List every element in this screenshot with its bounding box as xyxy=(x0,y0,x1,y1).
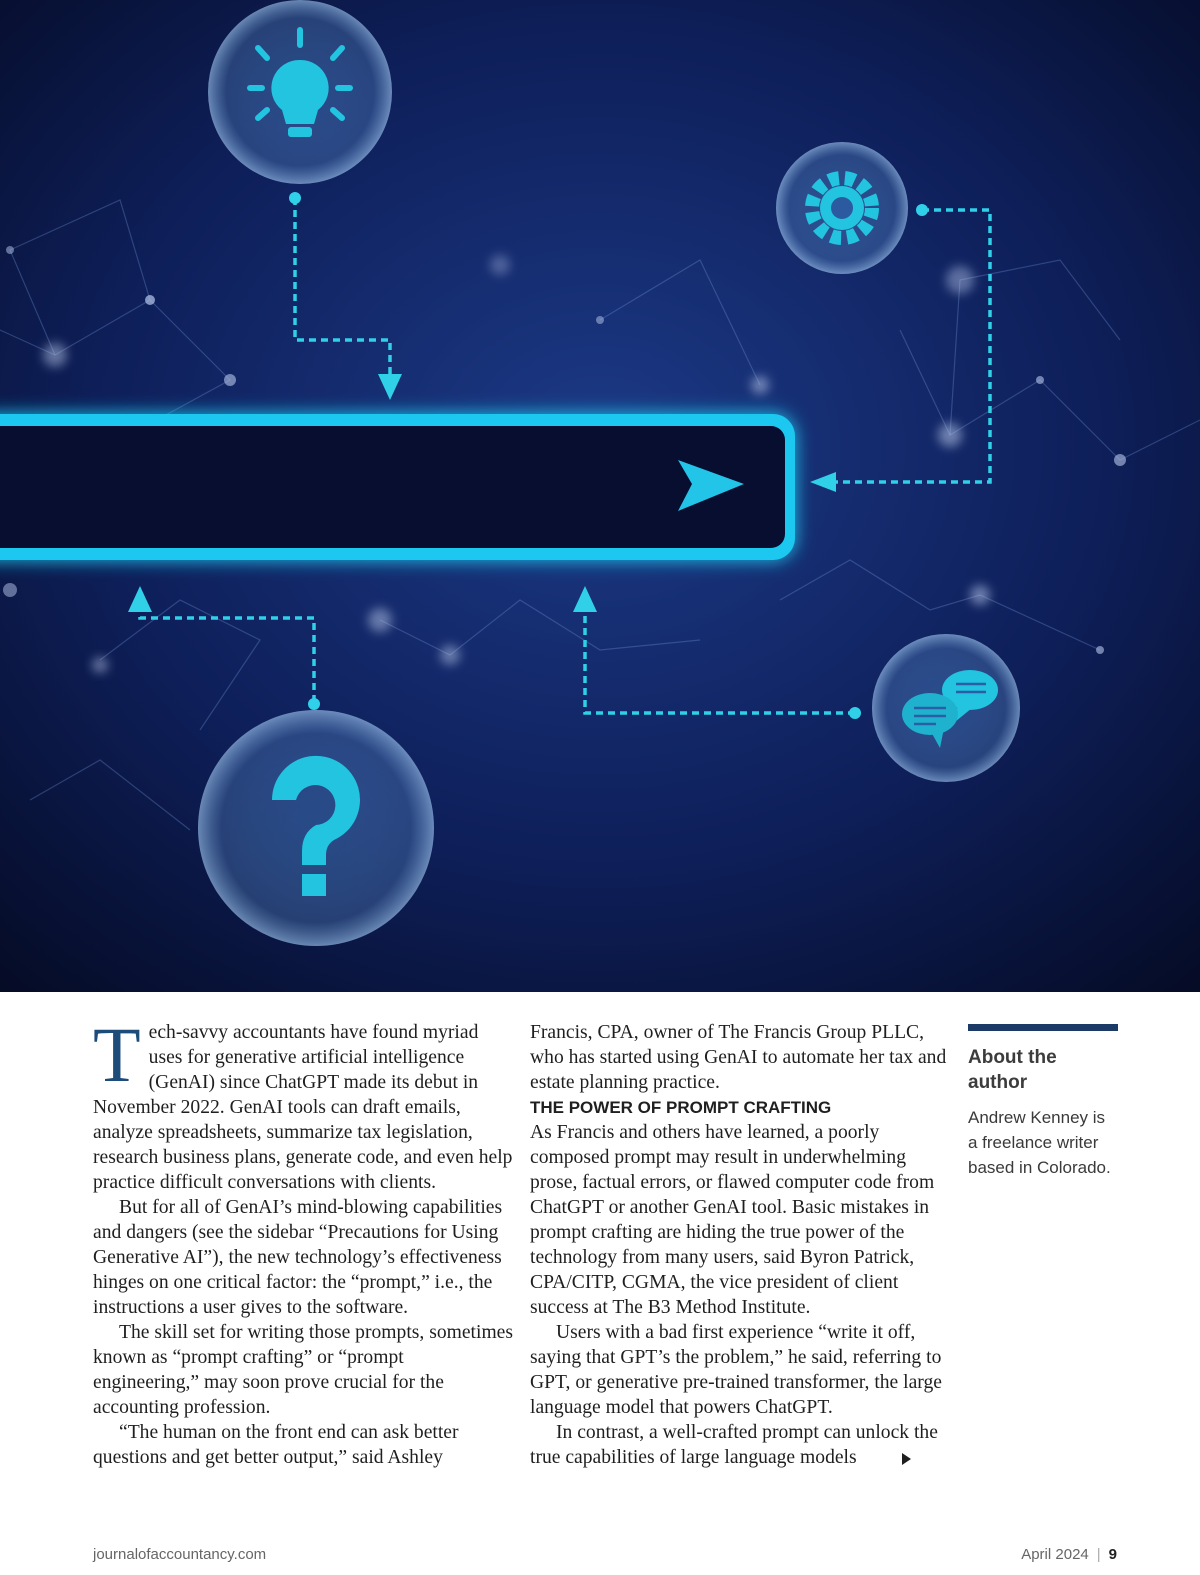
article-column-2 xyxy=(530,1020,950,1470)
section-heading: THE POWER OF PROMPT CRAFTING xyxy=(530,1098,832,1117)
article-column-1 xyxy=(93,1011,514,1470)
paragraph-4: “The human on the front end can ask better questions and get better output,” said Ashley xyxy=(93,1422,459,1468)
drop-cap: T xyxy=(93,1011,141,1098)
gear-orb xyxy=(776,142,908,274)
sidebar-rule xyxy=(968,1024,1118,1031)
paragraph-1: ech-savvy accountants have found myriad uses for generative artificial intelligence (GenAI) since ChatGPT made its debut in November 2022. GenAI tools can draft emails, analyze spreadsheets, summarize tax legislation, research business plans, generate code, and even help practice difficult conversations with clients. xyxy=(93,1022,513,1193)
paragraph-3: The skill set for writing those prompts, sometimes known as “prompt crafting” or “prompt engineering,” may soon prove crucial for the accounting profession. xyxy=(93,1322,514,1418)
paragraph-8 xyxy=(530,1420,950,1470)
sidebar-title: About the author xyxy=(968,1047,1057,1093)
gear-icon xyxy=(812,178,872,238)
lightbulb-orb xyxy=(208,0,392,184)
about-author-sidebar xyxy=(968,1024,1118,1180)
footer-site: journalofaccountancy.com xyxy=(93,1546,267,1563)
chat-orb xyxy=(872,634,1020,782)
prompt-bar xyxy=(0,414,795,560)
paragraph-7: Users with a bad first experience “write it off, saying that GPT’s the problem,” he said, referring to GPT, or generative pre-trained transformer, the large language model that powers ChatGPT. xyxy=(530,1322,942,1418)
page-number: 9 xyxy=(1108,1546,1117,1563)
paragraph-8-text: In contrast, a well-crafted prompt can unlock the true capabilities of large language models xyxy=(530,1422,938,1468)
sidebar-body: Andrew Kenney is a freelance writer based in Colorado. xyxy=(968,1108,1111,1177)
paragraph-5: Francis, CPA, owner of The Francis Group PLLC, who has started using GenAI to automate her tax and estate planning practice. xyxy=(530,1022,947,1093)
footer-date: April 2024 xyxy=(1021,1546,1089,1563)
footer-page-info xyxy=(1021,1546,1117,1563)
question-orb xyxy=(198,710,434,946)
paragraph-2: But for all of GenAI’s mind-blowing capabilities and dangers (see the sidebar “Precautions for Using Generative AI”), the new technology’s effectiveness hinges on one critical factor: the “prompt,” i.e., the instructions a user gives to the software. xyxy=(93,1197,503,1318)
paragraph-6: As Francis and others have learned, a poorly composed prompt may result in underwhelming prose, factual errors, or flawed computer code from ChatGPT or another GenAI tool. Basic mistakes in prompt crafting are hiding the true power of the technology from many users, said Byron Patrick, CPA/CITP, CGMA, the vice president of client success at The B3 Method Institute. xyxy=(530,1122,935,1318)
footer-separator: | xyxy=(1096,1546,1101,1563)
continue-arrow-icon xyxy=(902,1453,911,1465)
